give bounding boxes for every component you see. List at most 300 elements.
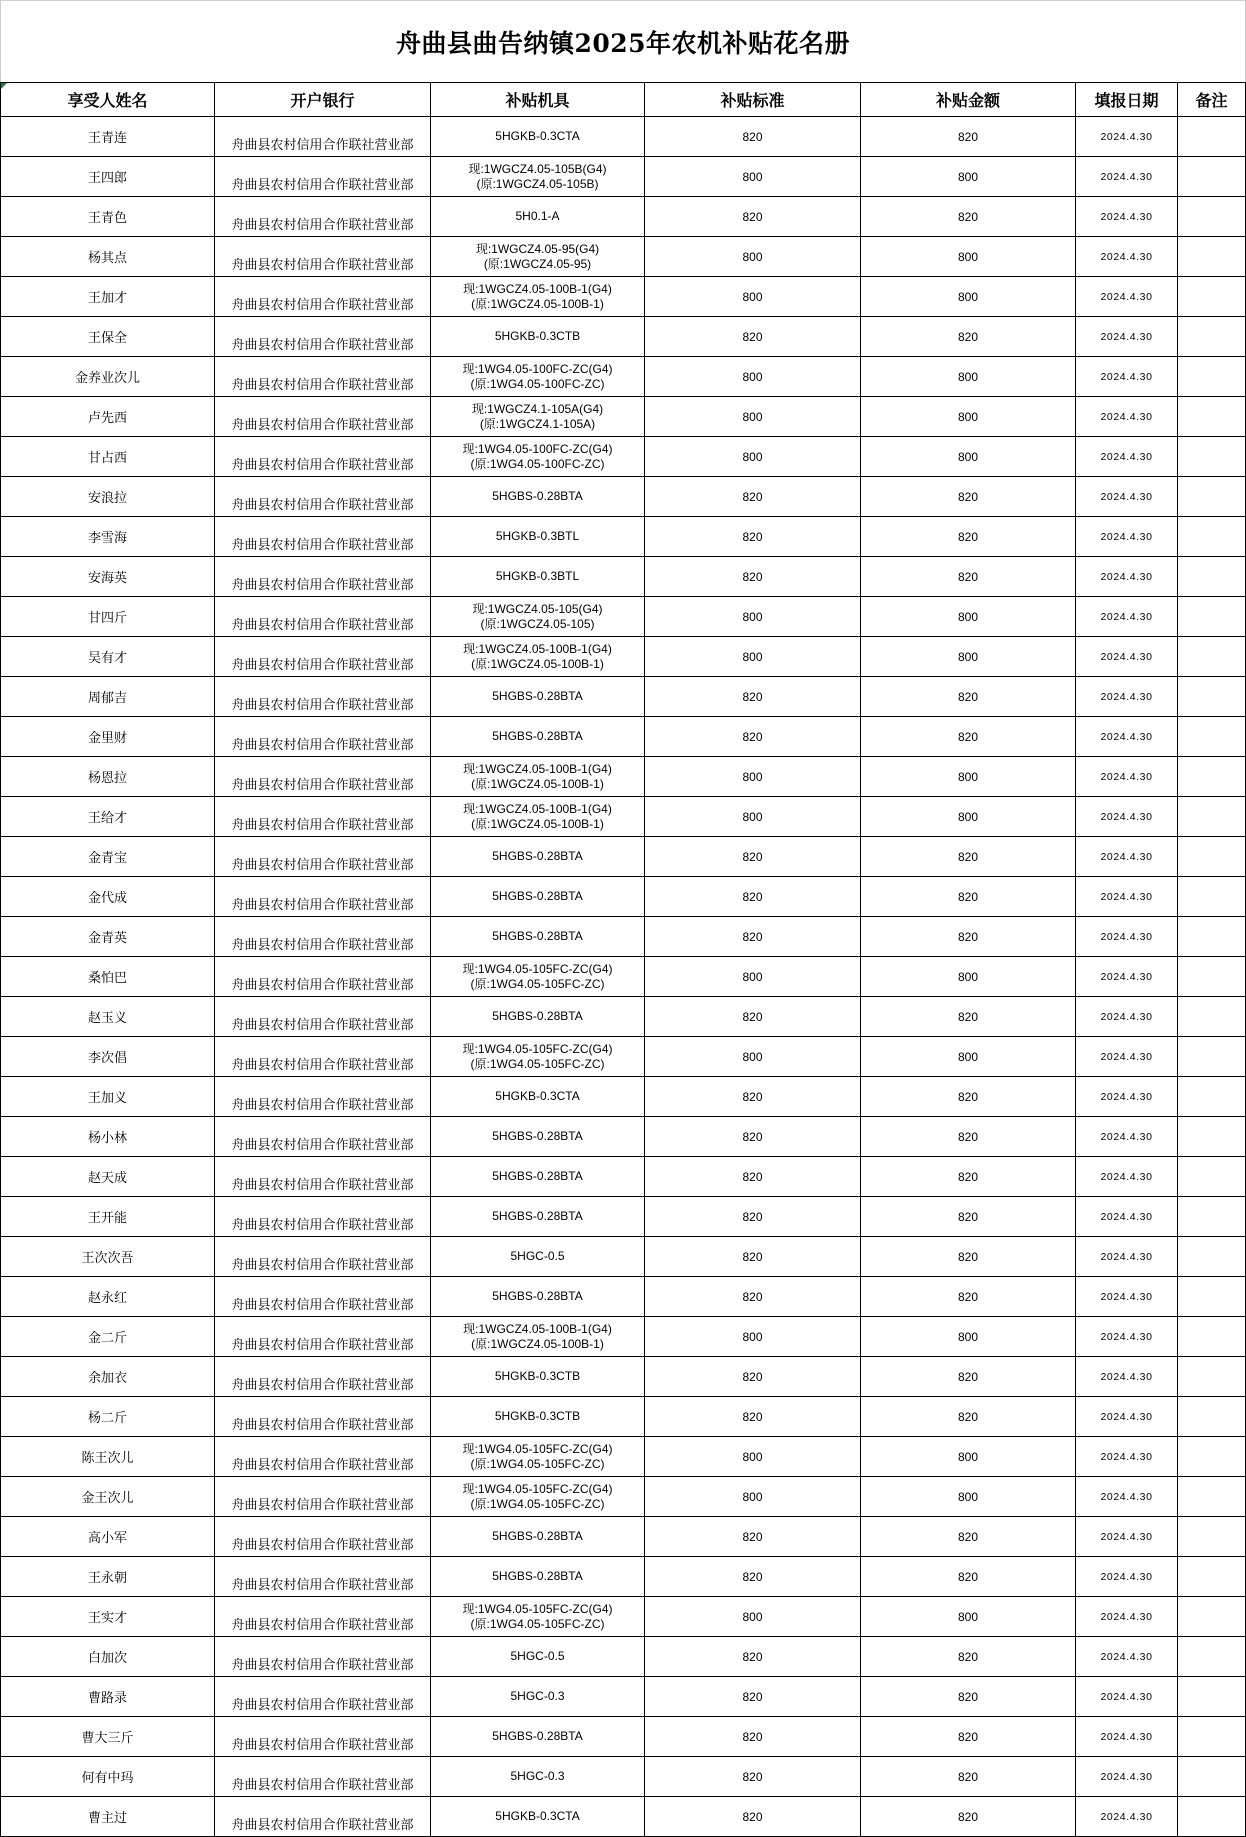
machine-model-line: (原:1WGCZ4.05-100B-1) (471, 656, 604, 671)
machine-cell (431, 1597, 645, 1637)
subsidy-standard-cell: 820 (645, 1517, 861, 1557)
report-date-cell: 2024.4.30 (1076, 637, 1178, 677)
subsidy-amount-cell: 820 (861, 1717, 1076, 1757)
machine-cell (431, 1357, 645, 1397)
remark-cell (1178, 877, 1246, 917)
machine-cell (431, 1677, 645, 1717)
sheet-title: 舟曲县曲告纳镇2025年农机补贴花名册 (0, 0, 1246, 82)
table-row (0, 1077, 1246, 1117)
recipient-name-cell: 余加衣 (0, 1357, 215, 1397)
remark-cell (1178, 1157, 1246, 1197)
machine-model-line: 现:1WG4.05-105FC-ZC(G4) (462, 1601, 613, 1616)
machine-model-line: (原:1WGCZ4.05-100B-1) (471, 296, 604, 311)
machine-model-line: 现:1WGCZ4.05-95(G4) (475, 241, 600, 256)
machine-cell (431, 237, 645, 277)
machine-model-line: (原:1WG4.05-105FC-ZC) (470, 1056, 605, 1071)
subsidy-standard-cell: 820 (645, 1677, 861, 1717)
remark-cell (1178, 1637, 1246, 1677)
bank-cell: 舟曲县农村信用合作联社营业部 (215, 1637, 431, 1677)
report-date-cell: 2024.4.30 (1076, 477, 1178, 517)
machine-cell (431, 1477, 645, 1517)
table-body (0, 117, 1246, 1837)
recipient-name-cell: 甘四斤 (0, 597, 215, 637)
machine-model-line: 现:1WG4.05-105FC-ZC(G4) (462, 1481, 613, 1496)
bank-cell: 舟曲县农村信用合作联社营业部 (215, 1397, 431, 1437)
table-row (0, 1677, 1246, 1717)
report-date-cell: 2024.4.30 (1076, 1757, 1178, 1797)
recipient-name-cell: 陈王次儿 (0, 1437, 215, 1477)
bank-cell: 舟曲县农村信用合作联社营业部 (215, 1117, 431, 1157)
subsidy-standard-cell: 800 (645, 1317, 861, 1357)
subsidy-standard-cell: 820 (645, 717, 861, 757)
machine-cell (431, 1437, 645, 1477)
bank-cell: 舟曲县农村信用合作联社营业部 (215, 757, 431, 797)
machine-model-line: 现:1WG4.05-105FC-ZC(G4) (462, 1441, 613, 1456)
remark-cell (1178, 157, 1246, 197)
subsidy-standard-cell: 820 (645, 917, 861, 957)
bank-cell: 舟曲县农村信用合作联社营业部 (215, 1797, 431, 1837)
subsidy-standard-cell: 820 (645, 1637, 861, 1677)
subsidy-amount-cell: 820 (861, 1757, 1076, 1797)
subsidy-amount-cell: 800 (861, 1477, 1076, 1517)
recipient-name-cell: 赵永红 (0, 1277, 215, 1317)
machine-cell (431, 797, 645, 837)
recipient-name-cell: 金代成 (0, 877, 215, 917)
machine-model-line: (原:1WGCZ4.05-105B) (476, 176, 599, 191)
subsidy-amount-cell: 800 (861, 277, 1076, 317)
machine-model-line: 5HGBS-0.28BTA (492, 1569, 583, 1583)
machine-cell (431, 437, 645, 477)
header-report-date: 填报日期 (1076, 82, 1178, 117)
table-row (0, 677, 1246, 717)
subsidy-amount-cell: 800 (861, 1437, 1076, 1477)
header-remark: 备注 (1178, 82, 1246, 117)
table-row (0, 117, 1246, 157)
report-date-cell: 2024.4.30 (1076, 917, 1178, 957)
machine-model-line: 5HGKB-0.3CTA (495, 1809, 580, 1823)
recipient-name-cell: 王给才 (0, 797, 215, 837)
report-date-cell: 2024.4.30 (1076, 677, 1178, 717)
recipient-name-cell: 金王次儿 (0, 1477, 215, 1517)
table-row (0, 1357, 1246, 1397)
machine-cell (431, 957, 645, 997)
table-row (0, 397, 1246, 437)
table-row (0, 877, 1246, 917)
remark-cell (1178, 1597, 1246, 1637)
remark-cell (1178, 357, 1246, 397)
report-date-cell: 2024.4.30 (1076, 397, 1178, 437)
bank-cell: 舟曲县农村信用合作联社营业部 (215, 437, 431, 477)
machine-model-line: 5HGKB-0.3CTB (494, 329, 581, 343)
table-row (0, 317, 1246, 357)
machine-cell (431, 1717, 645, 1757)
machine-cell (431, 917, 645, 957)
table-row (0, 797, 1246, 837)
table-row (0, 597, 1246, 637)
header-recipient-name: 享受人姓名 (0, 82, 215, 117)
bank-cell: 舟曲县农村信用合作联社营业部 (215, 957, 431, 997)
table-row (0, 1037, 1246, 1077)
report-date-cell: 2024.4.30 (1076, 317, 1178, 357)
subsidy-standard-cell: 800 (645, 1037, 861, 1077)
subsidy-standard-cell: 800 (645, 157, 861, 197)
remark-cell (1178, 1277, 1246, 1317)
recipient-name-cell: 何有中玛 (0, 1757, 215, 1797)
subsidy-amount-cell: 800 (861, 1317, 1076, 1357)
subsidy-standard-cell: 820 (645, 677, 861, 717)
recipient-name-cell: 桑怕巴 (0, 957, 215, 997)
recipient-name-cell: 李次倡 (0, 1037, 215, 1077)
subsidy-standard-cell: 820 (645, 1237, 861, 1277)
remark-cell (1178, 917, 1246, 957)
report-date-cell: 2024.4.30 (1076, 1717, 1178, 1757)
machine-model-line: 现:1WGCZ4.05-100B-1(G4) (463, 641, 612, 656)
subsidy-amount-cell: 800 (861, 357, 1076, 397)
table-row (0, 437, 1246, 477)
subsidy-amount-cell: 800 (861, 397, 1076, 437)
machine-model-line: 5HGKB-0.3CTB (494, 1369, 581, 1383)
machine-cell (431, 557, 645, 597)
subsidy-standard-cell: 820 (645, 1277, 861, 1317)
report-date-cell: 2024.4.30 (1076, 1277, 1178, 1317)
bank-cell: 舟曲县农村信用合作联社营业部 (215, 1237, 431, 1277)
subsidy-amount-cell: 820 (861, 1157, 1076, 1197)
report-date-cell: 2024.4.30 (1076, 1677, 1178, 1717)
machine-model-line: 现:1WGCZ4.05-100B-1(G4) (463, 281, 612, 296)
machine-model-line: 5HGBS-0.28BTA (492, 1209, 583, 1223)
report-date-cell: 2024.4.30 (1076, 1237, 1178, 1277)
machine-model-line: 5HGBS-0.28BTA (492, 929, 583, 943)
remark-cell (1178, 1357, 1246, 1397)
machine-model-line: 现:1WG4.05-100FC-ZC(G4) (462, 361, 613, 376)
machine-model-line: (原:1WGCZ4.05-105) (480, 616, 595, 631)
report-date-cell: 2024.4.30 (1076, 557, 1178, 597)
remark-cell (1178, 237, 1246, 277)
remark-cell (1178, 1197, 1246, 1237)
machine-cell (431, 317, 645, 357)
report-date-cell: 2024.4.30 (1076, 1597, 1178, 1637)
subsidy-amount-cell: 820 (861, 557, 1076, 597)
recipient-name-cell: 王加才 (0, 277, 215, 317)
report-date-cell: 2024.4.30 (1076, 1637, 1178, 1677)
recipient-name-cell: 李雪海 (0, 517, 215, 557)
remark-cell (1178, 677, 1246, 717)
subsidy-amount-cell: 800 (861, 757, 1076, 797)
table-row (0, 277, 1246, 317)
recipient-name-cell: 吴有才 (0, 637, 215, 677)
remark-cell (1178, 1717, 1246, 1757)
bank-cell: 舟曲县农村信用合作联社营业部 (215, 1677, 431, 1717)
table-row (0, 237, 1246, 277)
machine-cell (431, 277, 645, 317)
report-date-cell: 2024.4.30 (1076, 1557, 1178, 1597)
report-date-cell: 2024.4.30 (1076, 1197, 1178, 1237)
subsidy-amount-cell: 800 (861, 157, 1076, 197)
subsidy-standard-cell: 800 (645, 637, 861, 677)
machine-model-line: 5HGBS-0.28BTA (492, 729, 583, 743)
subsidy-standard-cell: 820 (645, 557, 861, 597)
bank-cell: 舟曲县农村信用合作联社营业部 (215, 1357, 431, 1397)
machine-cell (431, 757, 645, 797)
subsidy-amount-cell: 820 (861, 1077, 1076, 1117)
recipient-name-cell: 曹路录 (0, 1677, 215, 1717)
subsidy-amount-cell: 800 (861, 237, 1076, 277)
table-row (0, 917, 1246, 957)
bank-cell: 舟曲县农村信用合作联社营业部 (215, 797, 431, 837)
remark-cell (1178, 517, 1246, 557)
machine-model-line: 现:1WGCZ4.05-105(G4) (472, 601, 603, 616)
recipient-name-cell: 杨其点 (0, 237, 215, 277)
machine-cell (431, 877, 645, 917)
subsidy-amount-cell: 820 (861, 117, 1076, 157)
machine-model-line: 现:1WGCZ4.05-100B-1(G4) (463, 801, 612, 816)
table-row (0, 1397, 1246, 1437)
header-bank: 开户银行 (215, 82, 431, 117)
remark-cell (1178, 1797, 1246, 1837)
bank-cell: 舟曲县农村信用合作联社营业部 (215, 477, 431, 517)
recipient-name-cell: 王青连 (0, 117, 215, 157)
table-row (0, 1277, 1246, 1317)
recipient-name-cell: 金青英 (0, 917, 215, 957)
machine-cell (431, 677, 645, 717)
table-row (0, 997, 1246, 1037)
subsidy-standard-cell: 800 (645, 437, 861, 477)
report-date-cell: 2024.4.30 (1076, 1357, 1178, 1397)
remark-cell (1178, 397, 1246, 437)
report-date-cell: 2024.4.30 (1076, 1317, 1178, 1357)
table-row (0, 637, 1246, 677)
machine-model-line: 5HGBS-0.28BTA (492, 1729, 583, 1743)
subsidy-amount-cell: 800 (861, 637, 1076, 677)
subsidy-amount-cell: 820 (861, 1797, 1076, 1837)
subsidy-standard-cell: 820 (645, 517, 861, 557)
remark-cell (1178, 1037, 1246, 1077)
subsidy-amount-cell: 820 (861, 1357, 1076, 1397)
recipient-name-cell: 王保全 (0, 317, 215, 357)
recipient-name-cell: 杨小林 (0, 1117, 215, 1157)
machine-cell (431, 1237, 645, 1277)
machine-model-line: 5HGBS-0.28BTA (492, 1129, 583, 1143)
remark-cell (1178, 1677, 1246, 1717)
table-row (0, 837, 1246, 877)
subsidy-amount-cell: 820 (861, 477, 1076, 517)
subsidy-standard-cell: 820 (645, 997, 861, 1037)
report-date-cell: 2024.4.30 (1076, 437, 1178, 477)
subsidy-amount-cell: 820 (861, 1637, 1076, 1677)
remark-cell (1178, 637, 1246, 677)
subsidy-standard-cell: 800 (645, 1437, 861, 1477)
bank-cell: 舟曲县农村信用合作联社营业部 (215, 517, 431, 557)
remark-cell (1178, 117, 1246, 157)
recipient-name-cell: 王永朝 (0, 1557, 215, 1597)
table-row (0, 357, 1246, 397)
machine-model-line: (原:1WG4.05-100FC-ZC) (470, 376, 605, 391)
subsidy-amount-cell: 800 (861, 1597, 1076, 1637)
remark-cell (1178, 1477, 1246, 1517)
machine-model-line: 现:1WG4.05-100FC-ZC(G4) (462, 441, 613, 456)
machine-cell (431, 597, 645, 637)
recipient-name-cell: 卢先西 (0, 397, 215, 437)
subsidy-standard-cell: 820 (645, 1397, 861, 1437)
machine-model-line: 5HGBS-0.28BTA (492, 889, 583, 903)
subsidy-amount-cell: 820 (861, 1397, 1076, 1437)
subsidy-standard-cell: 800 (645, 1477, 861, 1517)
recipient-name-cell: 杨恩拉 (0, 757, 215, 797)
subsidy-amount-cell: 820 (861, 1197, 1076, 1237)
machine-model-line: 现:1WGCZ4.05-100B-1(G4) (463, 761, 612, 776)
bank-cell: 舟曲县农村信用合作联社营业部 (215, 717, 431, 757)
remark-cell (1178, 1317, 1246, 1357)
report-date-cell: 2024.4.30 (1076, 197, 1178, 237)
subsidy-amount-cell: 800 (861, 1037, 1076, 1077)
machine-cell (431, 1077, 645, 1117)
machine-model-line: 5HGC-0.3 (510, 1689, 565, 1703)
bank-cell: 舟曲县农村信用合作联社营业部 (215, 917, 431, 957)
remark-cell (1178, 437, 1246, 477)
machine-model-line: 5HGKB-0.3BTL (495, 529, 580, 543)
bank-cell: 舟曲县农村信用合作联社营业部 (215, 997, 431, 1037)
table-row (0, 477, 1246, 517)
remark-cell (1178, 557, 1246, 597)
report-date-cell: 2024.4.30 (1076, 1077, 1178, 1117)
bank-cell: 舟曲县农村信用合作联社营业部 (215, 1037, 431, 1077)
subsidy-amount-cell: 820 (861, 1677, 1076, 1717)
subsidy-amount-cell: 820 (861, 1517, 1076, 1557)
machine-model-line: (原:1WG4.05-105FC-ZC) (470, 1496, 605, 1511)
machine-model-line: 5H0.1-A (515, 209, 560, 223)
header-row (0, 82, 1246, 117)
recipient-name-cell: 安浪拉 (0, 477, 215, 517)
machine-model-line: (原:1WG4.05-105FC-ZC) (470, 976, 605, 991)
subsidy-standard-cell: 820 (645, 1717, 861, 1757)
bank-cell: 舟曲县农村信用合作联社营业部 (215, 397, 431, 437)
remark-cell (1178, 477, 1246, 517)
machine-model-line: (原:1WGCZ4.05-100B-1) (471, 1336, 604, 1351)
subsidy-standard-cell: 820 (645, 1197, 861, 1237)
machine-cell (431, 1757, 645, 1797)
subsidy-amount-cell: 820 (861, 197, 1076, 237)
subsidy-amount-cell: 820 (861, 717, 1076, 757)
bank-cell: 舟曲县农村信用合作联社营业部 (215, 197, 431, 237)
machine-model-line: 现:1WGCZ4.05-100B-1(G4) (463, 1321, 612, 1336)
table-row (0, 1237, 1246, 1277)
subsidy-standard-cell: 820 (645, 877, 861, 917)
table-row (0, 1557, 1246, 1597)
machine-cell (431, 1557, 645, 1597)
machine-cell (431, 1317, 645, 1357)
subsidy-standard-cell: 820 (645, 117, 861, 157)
machine-model-line: 5HGBS-0.28BTA (492, 1169, 583, 1183)
machine-cell (431, 1197, 645, 1237)
subsidy-amount-cell: 800 (861, 797, 1076, 837)
bank-cell: 舟曲县农村信用合作联社营业部 (215, 1557, 431, 1597)
machine-cell (431, 1637, 645, 1677)
machine-cell (431, 1037, 645, 1077)
remark-cell (1178, 957, 1246, 997)
machine-cell (431, 1277, 645, 1317)
bank-cell: 舟曲县农村信用合作联社营业部 (215, 1277, 431, 1317)
remark-cell (1178, 1397, 1246, 1437)
subsidy-amount-cell: 820 (861, 1557, 1076, 1597)
recipient-name-cell: 白加次 (0, 1637, 215, 1677)
bank-cell: 舟曲县农村信用合作联社营业部 (215, 157, 431, 197)
table-row (0, 1477, 1246, 1517)
remark-cell (1178, 597, 1246, 637)
machine-cell (431, 717, 645, 757)
table-row (0, 517, 1246, 557)
report-date-cell: 2024.4.30 (1076, 277, 1178, 317)
report-date-cell: 2024.4.30 (1076, 837, 1178, 877)
subsidy-standard-cell: 820 (645, 1757, 861, 1797)
report-date-cell: 2024.4.30 (1076, 517, 1178, 557)
subsidy-standard-cell: 800 (645, 757, 861, 797)
machine-cell (431, 1117, 645, 1157)
table-row (0, 1437, 1246, 1477)
machine-model-line: (原:1WGCZ4.05-100B-1) (471, 816, 604, 831)
machine-cell (431, 837, 645, 877)
remark-cell (1178, 797, 1246, 837)
bank-cell: 舟曲县农村信用合作联社营业部 (215, 677, 431, 717)
bank-cell: 舟曲县农村信用合作联社营业部 (215, 837, 431, 877)
table-row (0, 957, 1246, 997)
subsidy-standard-cell: 800 (645, 957, 861, 997)
subsidy-amount-cell: 800 (861, 597, 1076, 637)
machine-model-line: 5HGKB-0.3BTL (495, 569, 580, 583)
remark-cell (1178, 997, 1246, 1037)
recipient-name-cell: 曹主过 (0, 1797, 215, 1837)
remark-cell (1178, 1077, 1246, 1117)
report-date-cell: 2024.4.30 (1076, 1437, 1178, 1477)
subsidy-amount-cell: 820 (861, 317, 1076, 357)
recipient-name-cell: 杨二斤 (0, 1397, 215, 1437)
table-row (0, 557, 1246, 597)
recipient-name-cell: 王四郎 (0, 157, 215, 197)
report-date-cell: 2024.4.30 (1076, 1117, 1178, 1157)
remark-cell (1178, 1757, 1246, 1797)
subsidy-amount-cell: 820 (861, 677, 1076, 717)
machine-cell (431, 517, 645, 557)
subsidy-amount-cell: 820 (861, 517, 1076, 557)
remark-cell (1178, 837, 1246, 877)
header-machine: 补贴机具 (431, 82, 645, 117)
machine-model-line: 5HGKB-0.3CTB (494, 1409, 581, 1423)
report-date-cell: 2024.4.30 (1076, 1157, 1178, 1197)
subsidy-amount-cell: 820 (861, 1117, 1076, 1157)
machine-cell (431, 1517, 645, 1557)
machine-model-line: (原:1WGCZ4.1-105A) (479, 416, 596, 431)
machine-cell (431, 357, 645, 397)
subsidy-standard-cell: 820 (645, 477, 861, 517)
table-row (0, 757, 1246, 797)
remark-cell (1178, 1437, 1246, 1477)
recipient-name-cell: 金青宝 (0, 837, 215, 877)
cell-indicator-icon (1, 83, 7, 89)
report-date-cell: 2024.4.30 (1076, 797, 1178, 837)
subsidy-amount-cell: 820 (861, 997, 1076, 1037)
table-row (0, 1757, 1246, 1797)
recipient-name-cell: 赵天成 (0, 1157, 215, 1197)
remark-cell (1178, 1117, 1246, 1157)
subsidy-amount-cell: 820 (861, 917, 1076, 957)
machine-model-line: 5HGBS-0.28BTA (492, 689, 583, 703)
bank-cell: 舟曲县农村信用合作联社营业部 (215, 317, 431, 357)
bank-cell: 舟曲县农村信用合作联社营业部 (215, 877, 431, 917)
report-date-cell: 2024.4.30 (1076, 1477, 1178, 1517)
recipient-name-cell: 周郁吉 (0, 677, 215, 717)
header-subsidy-standard: 补贴标准 (645, 82, 861, 117)
report-date-cell: 2024.4.30 (1076, 757, 1178, 797)
bank-cell: 舟曲县农村信用合作联社营业部 (215, 1757, 431, 1797)
